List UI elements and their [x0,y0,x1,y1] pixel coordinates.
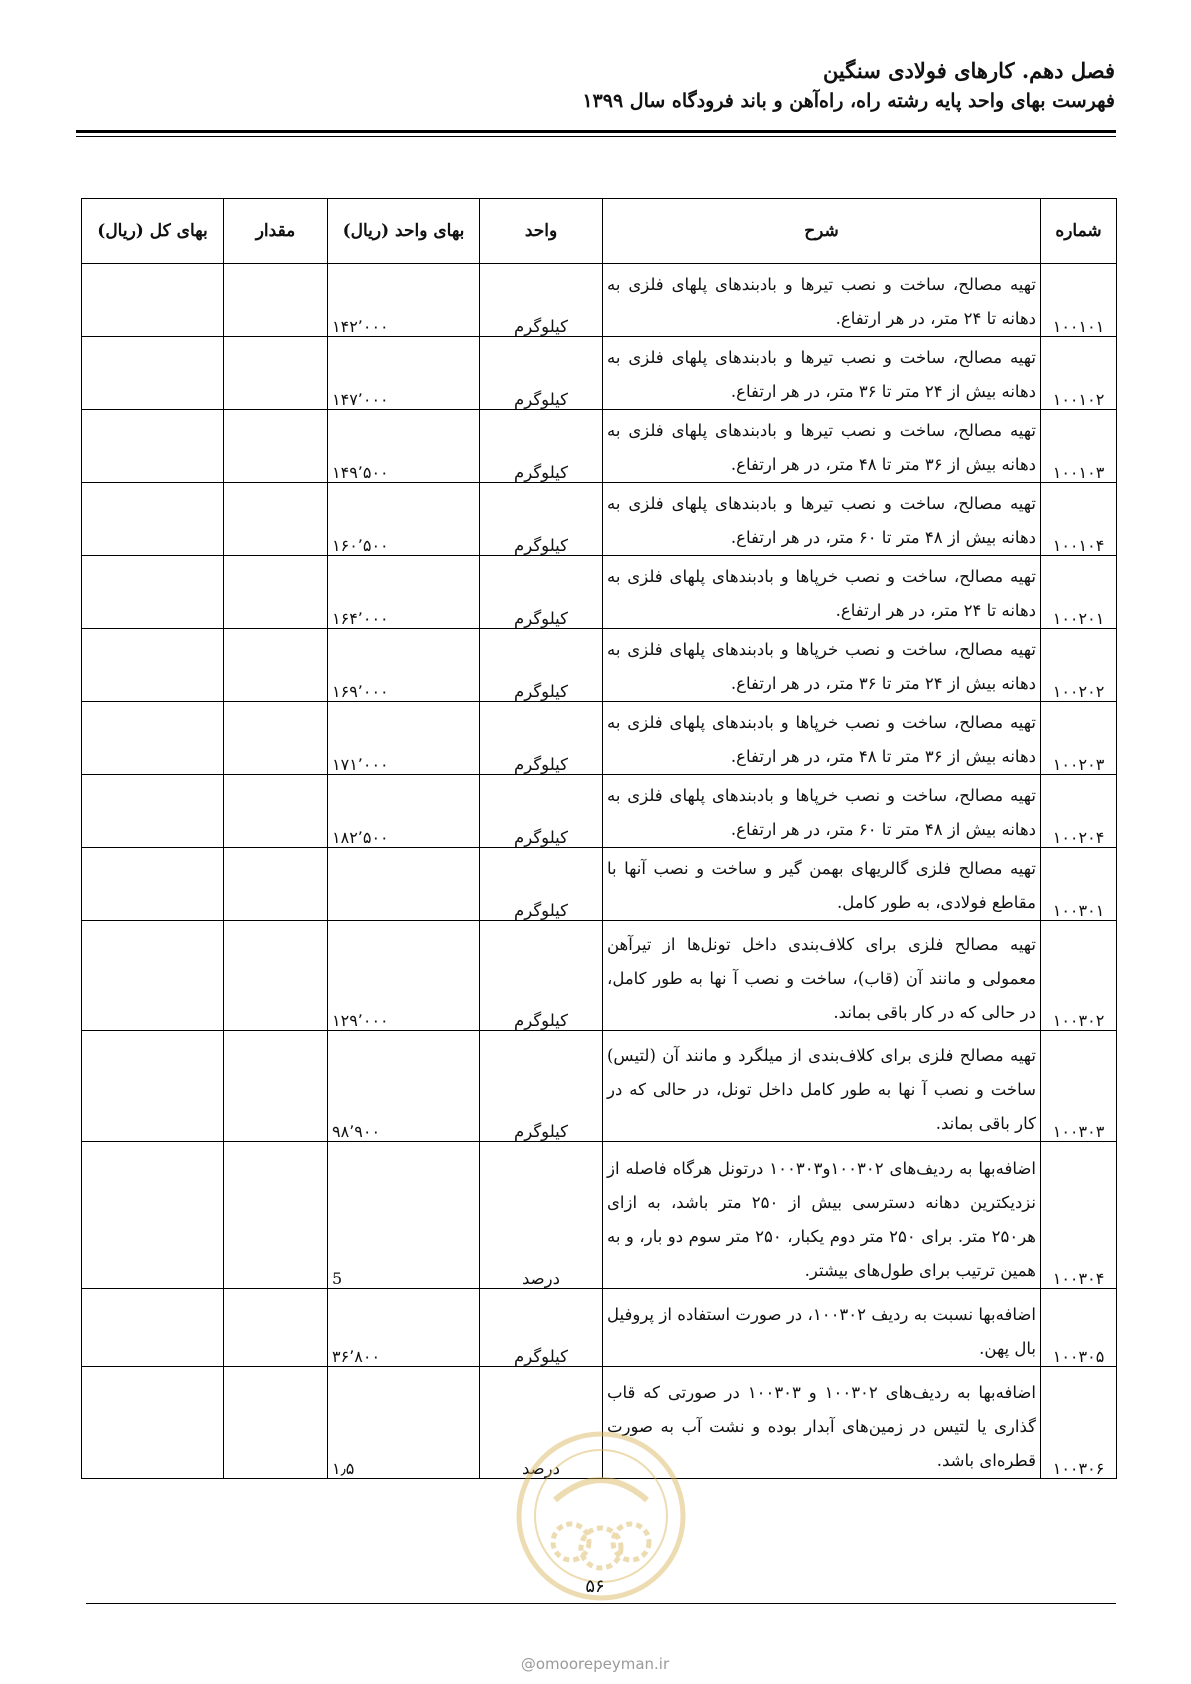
item-unit: کیلوگرم [480,1031,603,1142]
item-quantity [224,629,328,702]
item-number: ۱۰۰۱۰۱ [1041,264,1117,337]
column-header-number: شماره [1041,199,1117,264]
item-unit-price: ۱۷۱٬۰۰۰ [328,702,480,775]
item-unit-price: ۹۸٬۹۰۰ [328,1031,480,1142]
item-description: اضافه‌بها به ردیف‌های ۱۰۰۳۰۲ و ۱۰۰۳۰۳ در صورتی که قاب گذاری یا لتیس در زمین‌های آبدار بوده و نشت آب به صورت قطره‌ای باشد. [603,1367,1041,1479]
table-header-row [82,199,1117,264]
item-unit-price: ۱۲۹٬۰۰۰ [328,921,480,1031]
item-total-price [82,775,224,848]
item-unit: کیلوگرم [480,702,603,775]
seal-inner-ring [535,1450,667,1582]
item-unit: کیلوگرم [480,629,603,702]
item-unit: کیلوگرم [480,556,603,629]
item-description: تهیه مصالح، ساخت و نصب خرپاها و بادبندهای پلهای فلزی به دهانه بیش از ۳۶ متر تا ۴۸ متر، در هر ارتفاع. [603,702,1041,775]
table-row [82,556,1117,629]
item-unit-price: ۱۸۲٬۵۰۰ [328,775,480,848]
seal-outer-ring [519,1434,683,1598]
item-unit-price: ۱٫۵ [328,1367,480,1479]
table-row [82,629,1117,702]
item-quantity [224,556,328,629]
item-unit: کیلوگرم [480,1289,603,1367]
item-total-price [82,1031,224,1142]
item-description: تهیه مصالح، ساخت و نصب خرپاها و بادبندهای پلهای فلزی به دهانه تا ۲۴ متر، در هر ارتفاع. [603,556,1041,629]
item-total-price [82,410,224,483]
item-quantity [224,848,328,921]
column-header-total-price: بهای کل (ریال) [82,199,224,264]
document-subtitle: فهرست بهای واحد پایه رشته راه، راه‌آهن و باند فرودگاه سال ۱۳۹۹ [582,90,1115,112]
header-rule-thin [76,136,1116,137]
page-number: ۵۶ [585,1576,605,1597]
header-rule-thick [76,130,1116,133]
item-unit-price [328,848,480,921]
item-description: تهیه مصالح، ساخت و نصب تیرها و بادبندهای پلهای فلزی به دهانه تا ۲۴ متر، در هر ارتفاع. [603,264,1041,337]
table-row [82,483,1117,556]
item-quantity [224,483,328,556]
item-unit: کیلوگرم [480,483,603,556]
item-unit: کیلوگرم [480,410,603,483]
item-total-price [82,848,224,921]
item-description: تهیه مصالح، ساخت و نصب تیرها و بادبندهای پلهای فلزی به دهانه بیش از ۲۴ متر تا ۳۶ متر، در هر ارتفاع. [603,337,1041,410]
item-unit: درصد [480,1367,603,1479]
item-unit-price: 5 [328,1142,480,1289]
item-unit: کیلوگرم [480,921,603,1031]
item-total-price [82,921,224,1031]
item-unit-price: ۱۶۰٬۵۰۰ [328,483,480,556]
item-total-price [82,1142,224,1289]
item-quantity [224,264,328,337]
item-unit-price: ۱۶۹٬۰۰۰ [328,629,480,702]
item-quantity [224,1142,328,1289]
item-number: ۱۰۰۲۰۳ [1041,702,1117,775]
item-quantity [224,921,328,1031]
item-unit: کیلوگرم [480,264,603,337]
footer-rule [86,1603,1116,1604]
item-description: اضافه‌بها نسبت به ردیف ۱۰۰۳۰۲، در صورت استفاده از پروفیل بال پهن. [603,1289,1041,1367]
item-unit-price: ۱۴۷٬۰۰۰ [328,337,480,410]
table-row [82,410,1117,483]
item-unit-price: ۱۶۴٬۰۰۰ [328,556,480,629]
item-total-price [82,337,224,410]
item-quantity [224,1289,328,1367]
table-row [82,1289,1117,1367]
column-header-quantity: مقدار [224,199,328,264]
item-unit: درصد [480,1142,603,1289]
item-description: تهیه مصالح فلزی گالریهای بهمن گیر و ساخت و نصب آنها با مقاطع فولادی، به طور کامل. [603,848,1041,921]
website-watermark: @omoorepeyman.ir [520,1655,670,1673]
item-description: تهیه مصالح، ساخت و نصب تیرها و بادبندهای پلهای فلزی به دهانه بیش از ۳۶ متر تا ۴۸ متر، در هر ارتفاع. [603,410,1041,483]
item-number: ۱۰۰۱۰۴ [1041,483,1117,556]
item-quantity [224,702,328,775]
item-total-price [82,264,224,337]
item-unit-price: ۱۴۲٬۰۰۰ [328,264,480,337]
table-row [82,1142,1117,1289]
item-unit-price: ۱۴۹٬۵۰۰ [328,410,480,483]
table-row [82,921,1117,1031]
seal-emblem-curve [555,1480,647,1500]
table-row [82,775,1117,848]
seal-gear-right-icon [613,1524,649,1560]
chapter-title: فصل دهم. کارهای فولادی سنگین [822,58,1115,83]
table-row [82,264,1117,337]
item-description: تهیه مصالح، ساخت و نصب تیرها و بادبندهای پلهای فلزی به دهانه بیش از ۴۸ متر تا ۶۰ متر، در هر ارتفاع. [603,483,1041,556]
item-total-price [82,1289,224,1367]
item-description: تهیه مصالح فلزی برای کلاف‌بندی داخل تونل‌ها از تیرآهن معمولی و مانند آن (قاب)، ساخت و نصب آ نها به طور کامل، در حالی که در کار باقی بماند. [603,921,1041,1031]
column-header-description: شرح [603,199,1041,264]
item-number: ۱۰۰۱۰۲ [1041,337,1117,410]
item-number: ۱۰۰۱۰۳ [1041,410,1117,483]
item-description: تهیه مصالح، ساخت و نصب خرپاها و بادبندهای پلهای فلزی به دهانه بیش از ۴۸ متر تا ۶۰ متر، در هر ارتفاع. [603,775,1041,848]
table-row [82,848,1117,921]
item-quantity [224,337,328,410]
item-total-price [82,556,224,629]
column-header-unit: واحد [480,199,603,264]
column-header-unit-price: بهای واحد (ریال) [328,199,480,264]
table-row [82,1031,1117,1142]
item-description: تهیه مصالح، ساخت و نصب خرپاها و بادبندهای پلهای فلزی به دهانه بیش از ۲۴ متر تا ۳۶ متر، در هر ارتفاع. [603,629,1041,702]
item-number: ۱۰۰۳۰۲ [1041,921,1117,1031]
item-number: ۱۰۰۳۰۵ [1041,1289,1117,1367]
item-number: ۱۰۰۳۰۳ [1041,1031,1117,1142]
item-total-price [82,483,224,556]
item-unit-price: ۳۶٬۸۰۰ [328,1289,480,1367]
item-unit: کیلوگرم [480,775,603,848]
table-row [82,337,1117,410]
item-quantity [224,1031,328,1142]
item-number: ۱۰۰۳۰۴ [1041,1142,1117,1289]
item-quantity [224,775,328,848]
page-header [75,56,1115,116]
item-number: ۱۰۰۳۰۶ [1041,1367,1117,1479]
item-total-price [82,702,224,775]
item-unit: کیلوگرم [480,848,603,921]
item-quantity [224,1367,328,1479]
item-number: ۱۰۰۲۰۲ [1041,629,1117,702]
item-number: ۱۰۰۲۰۴ [1041,775,1117,848]
item-quantity [224,410,328,483]
item-description: تهیه مصالح فلزی برای کلاف‌بندی از میلگرد و مانند آن (لتیس) ساخت و نصب آ نها به طور کامل داخل تونل، در حالی که در کار باقی بماند. [603,1031,1041,1142]
item-number: ۱۰۰۳۰۱ [1041,848,1117,921]
price-list-table [81,198,1117,1479]
item-description: اضافه‌بها به ردیف‌های ۱۰۰۳۰۲و۱۰۰۳۰۳ درتونل هرگاه فاصله از نزدیکترین دهانه دسترسی بیش از ۲۵۰ متر باشد، به ازای هر۲۵۰ متر. برای ۲۵۰ متر دوم یکبار، ۲۵۰ متر سوم دو بار، و به همین ترتیب برای طول‌های بیشتر. [603,1142,1041,1289]
item-number: ۱۰۰۲۰۱ [1041,556,1117,629]
table-row [82,702,1117,775]
item-total-price [82,1367,224,1479]
item-total-price [82,629,224,702]
item-unit: کیلوگرم [480,337,603,410]
